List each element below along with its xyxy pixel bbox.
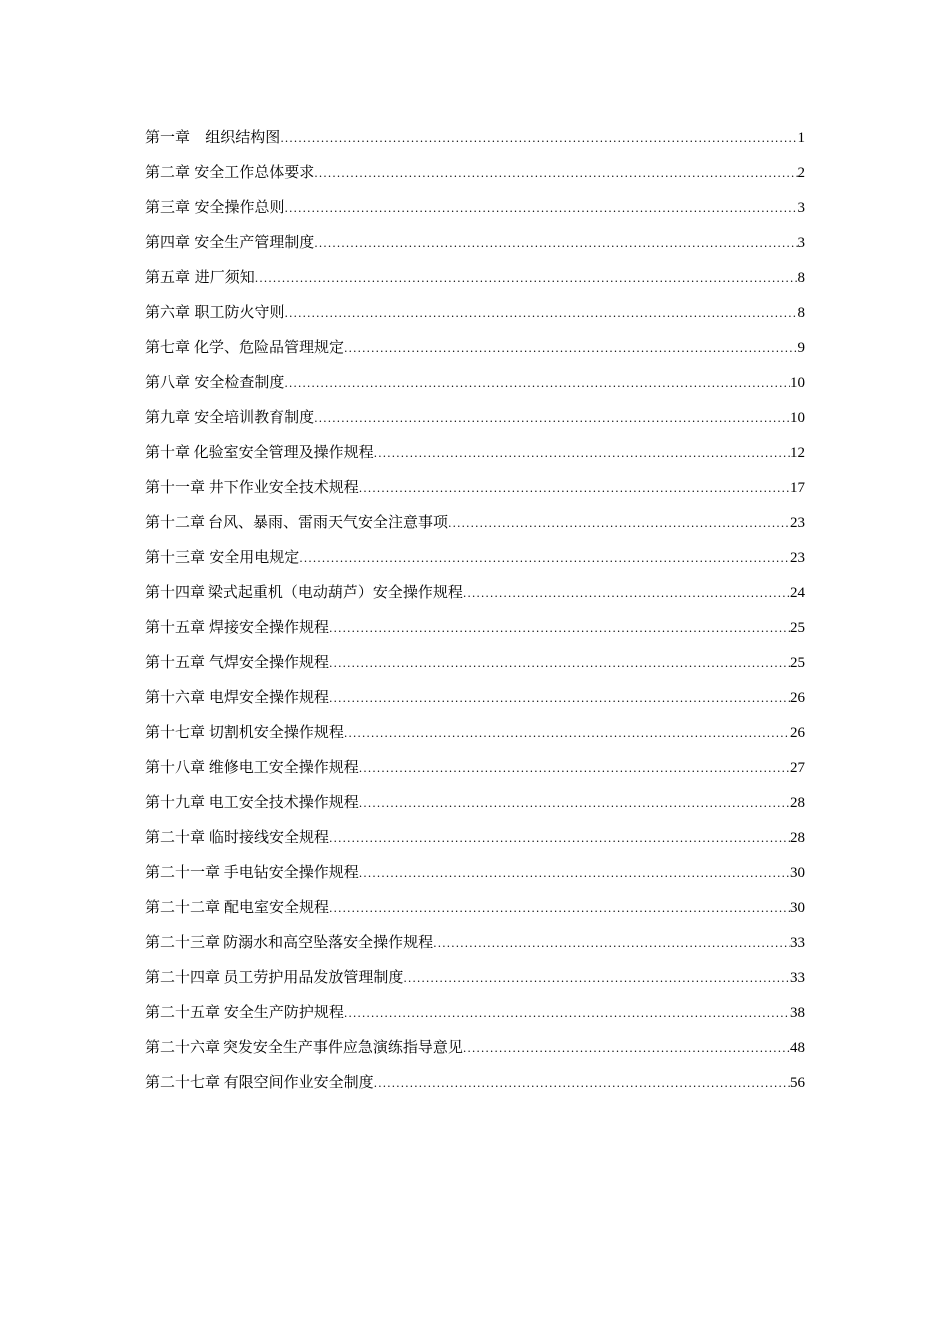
toc-dot-leader	[284, 191, 797, 226]
table-of-contents	[145, 120, 805, 1100]
toc-entry[interactable]	[145, 120, 805, 155]
toc-chapter-title: 员工劳护用品发放管理制度	[223, 968, 404, 986]
toc-entry[interactable]	[145, 680, 805, 715]
toc-chapter-number: 第二十章	[145, 828, 206, 846]
toc-chapter-title: 切割机安全操作规程	[208, 723, 344, 741]
toc-chapter-title: 台风、暴雨、雷雨天气安全注意事项	[207, 513, 448, 531]
toc-dot-leader	[299, 541, 790, 576]
toc-chapter-number: 第二十六章	[145, 1038, 221, 1056]
toc-page-number: 38	[790, 1005, 805, 1021]
toc-dot-leader	[344, 331, 798, 366]
toc-dot-leader	[344, 996, 790, 1031]
toc-chapter-title: 防溺水和高空坠落安全操作规程	[223, 933, 434, 951]
toc-chapter-number: 第二十三章	[145, 933, 221, 951]
toc-dot-leader	[329, 891, 790, 926]
toc-page-number: 25	[790, 620, 805, 636]
toc-chapter-title: 突发安全生产事件应急演练指导意见	[222, 1038, 463, 1056]
toc-page-number: 17	[790, 480, 805, 496]
toc-entry[interactable]	[145, 715, 805, 750]
toc-page-number: 3	[797, 235, 805, 251]
toc-chapter-number: 第二十四章	[145, 968, 221, 986]
toc-chapter-number: 第十九章	[145, 793, 206, 811]
toc-dot-leader	[403, 961, 790, 996]
toc-dot-leader	[359, 786, 790, 821]
toc-entry[interactable]	[145, 505, 805, 540]
toc-chapter-title: 安全培训教育制度	[194, 408, 315, 426]
toc-dot-leader	[374, 436, 790, 471]
toc-chapter-number: 第二十一章	[145, 863, 221, 881]
toc-chapter-number: 第三章	[145, 198, 191, 216]
toc-page-number: 10	[790, 375, 805, 391]
toc-dot-leader	[329, 611, 790, 646]
toc-entry[interactable]	[145, 1030, 805, 1065]
toc-chapter-number: 第十五章	[145, 618, 206, 636]
toc-page-number: 33	[790, 970, 805, 986]
toc-chapter-number: 第十七章	[145, 723, 206, 741]
toc-chapter-title: 组织结构图	[205, 128, 281, 146]
toc-entry[interactable]	[145, 400, 805, 435]
toc-entry[interactable]	[145, 960, 805, 995]
toc-chapter-number: 第五章	[145, 268, 191, 286]
toc-chapter-number: 第十一章	[145, 478, 206, 496]
toc-page-number: 27	[790, 760, 805, 776]
toc-entry[interactable]	[145, 995, 805, 1030]
toc-entry[interactable]	[145, 925, 805, 960]
toc-page-number: 24	[790, 585, 805, 601]
toc-chapter-title: 化学、危险品管理规定	[193, 338, 344, 356]
toc-page-number: 2	[797, 165, 805, 181]
toc-entry[interactable]	[145, 435, 805, 470]
toc-entry[interactable]	[145, 225, 805, 260]
toc-dot-leader	[284, 366, 790, 401]
toc-chapter-number: 第一章	[145, 128, 191, 146]
toc-chapter-number: 第十二章	[145, 513, 206, 531]
toc-chapter-title: 电工安全技术操作规程	[208, 793, 359, 811]
toc-chapter-title: 安全生产防护规程	[223, 1003, 344, 1021]
toc-chapter-number: 第二十二章	[145, 898, 221, 916]
toc-dot-leader	[344, 716, 790, 751]
toc-dot-leader	[359, 471, 790, 506]
toc-chapter-title: 电焊安全操作规程	[209, 688, 330, 706]
toc-chapter-title: 进厂须知	[194, 268, 255, 286]
toc-entry[interactable]	[145, 295, 805, 330]
toc-dot-leader	[284, 296, 797, 331]
toc-page-number: 12	[790, 445, 805, 461]
toc-chapter-title: 配电室安全规程	[224, 898, 330, 916]
toc-dot-leader	[314, 401, 790, 436]
toc-chapter-number: 第二十七章	[145, 1073, 221, 1091]
toc-dot-leader	[374, 1066, 790, 1101]
toc-dot-leader	[329, 681, 790, 716]
toc-page-number: 26	[790, 690, 805, 706]
toc-entry[interactable]	[145, 750, 805, 785]
toc-chapter-title: 职工防火守则	[194, 303, 285, 321]
toc-chapter-number: 第二十五章	[145, 1003, 221, 1021]
toc-chapter-title: 气焊安全操作规程	[209, 653, 330, 671]
toc-page-number: 8	[797, 270, 805, 286]
toc-entry[interactable]	[145, 540, 805, 575]
toc-chapter-title: 安全检查制度	[194, 373, 285, 391]
toc-chapter-number: 第九章	[145, 408, 191, 426]
toc-page-number: 56	[790, 1075, 805, 1091]
toc-page-number: 30	[790, 865, 805, 881]
toc-chapter-title: 化验室安全管理及操作规程	[193, 443, 374, 461]
toc-entry[interactable]	[145, 645, 805, 680]
toc-page-number: 23	[790, 550, 805, 566]
toc-chapter-title: 安全用电规定	[209, 548, 300, 566]
toc-dot-leader	[314, 156, 797, 191]
toc-chapter-number: 第十六章	[145, 688, 206, 706]
toc-entry[interactable]	[145, 575, 805, 610]
toc-chapter-title: 手电钻安全操作规程	[223, 863, 359, 881]
toc-chapter-title: 梁式起重机（电动葫芦）安全操作规程	[207, 583, 463, 601]
toc-page-number: 8	[797, 305, 805, 321]
toc-chapter-title: 焊接安全操作规程	[209, 618, 330, 636]
toc-page-number: 33	[790, 935, 805, 951]
toc-entry[interactable]	[145, 1065, 805, 1100]
toc-entry[interactable]	[145, 855, 805, 890]
toc-chapter-number: 第四章	[145, 233, 191, 251]
toc-page-number: 48	[790, 1040, 805, 1056]
toc-entry[interactable]	[145, 610, 805, 645]
toc-entry[interactable]	[145, 190, 805, 225]
toc-chapter-number: 第二章	[145, 163, 191, 181]
toc-page-number: 1	[797, 130, 805, 146]
toc-entry[interactable]	[145, 365, 805, 400]
toc-entry[interactable]	[145, 330, 805, 365]
toc-chapter-title: 维修电工安全操作规程	[208, 758, 359, 776]
toc-page-number: 10	[790, 410, 805, 426]
toc-dot-leader	[314, 226, 797, 261]
toc-page-number: 28	[790, 795, 805, 811]
toc-dot-leader	[463, 1031, 790, 1066]
toc-chapter-number: 第十章	[145, 443, 191, 461]
toc-page-number: 26	[790, 725, 805, 741]
toc-dot-leader	[359, 856, 790, 891]
toc-chapter-title: 安全工作总体要求	[194, 163, 315, 181]
toc-dot-leader	[463, 576, 790, 611]
toc-dot-leader	[433, 926, 790, 961]
toc-chapter-title: 临时接线安全规程	[209, 828, 330, 846]
toc-chapter-number: 第七章	[145, 338, 191, 356]
toc-chapter-title: 有限空间作业安全制度	[223, 1073, 374, 1091]
toc-page-number: 30	[790, 900, 805, 916]
toc-page-number: 9	[797, 340, 805, 356]
toc-page-number: 23	[790, 515, 805, 531]
toc-dot-leader	[329, 646, 790, 681]
toc-chapter-title: 安全操作总则	[194, 198, 285, 216]
toc-chapter-number: 第八章	[145, 373, 191, 391]
toc-entry[interactable]	[145, 260, 805, 295]
toc-dot-leader	[448, 506, 790, 541]
toc-page-number: 3	[797, 200, 805, 216]
toc-chapter-number: 第十四章	[145, 583, 206, 601]
toc-entry[interactable]	[145, 785, 805, 820]
toc-chapter-number: 第十八章	[145, 758, 206, 776]
toc-entry[interactable]	[145, 820, 805, 855]
toc-dot-leader	[329, 821, 790, 856]
toc-chapter-number: 第十三章	[145, 548, 206, 566]
toc-dot-leader	[359, 751, 790, 786]
toc-chapter-number: 第十五章	[145, 653, 206, 671]
toc-chapter-title: 井下作业安全技术规程	[208, 478, 359, 496]
toc-entry[interactable]	[145, 155, 805, 190]
toc-page-number: 28	[790, 830, 805, 846]
toc-entry[interactable]	[145, 890, 805, 925]
toc-dot-leader	[255, 261, 798, 296]
toc-dot-leader	[280, 121, 797, 156]
toc-page-number: 25	[790, 655, 805, 671]
toc-entry[interactable]	[145, 470, 805, 505]
toc-chapter-title: 安全生产管理制度	[194, 233, 315, 251]
toc-chapter-number: 第六章	[145, 303, 191, 321]
